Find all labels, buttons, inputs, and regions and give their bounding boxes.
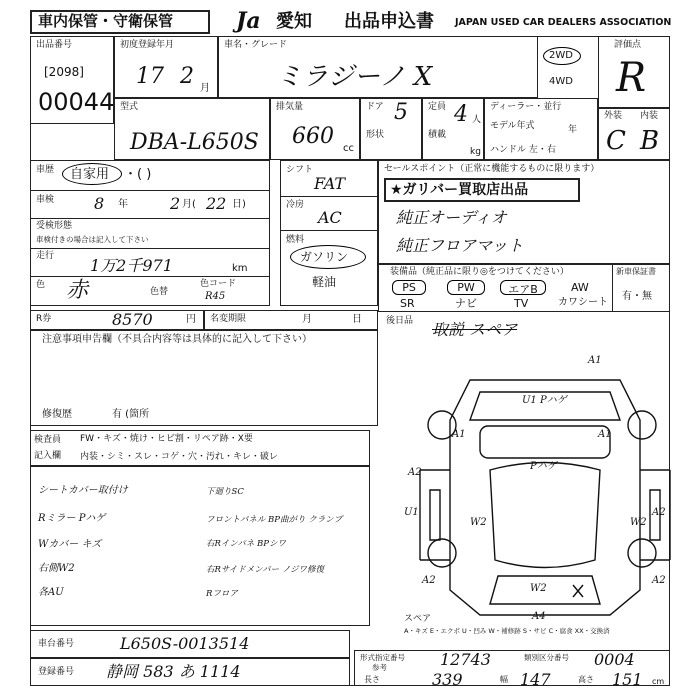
dims-unit: cm: [652, 677, 665, 686]
ref-label: 参考: [372, 663, 387, 672]
mileage-value: 1万2千971: [90, 256, 173, 275]
note-right-5: Rフロア: [206, 589, 238, 599]
note-left-1: シートカバー取付け: [38, 485, 128, 496]
reg-label: 初度登録年月: [120, 40, 175, 50]
org-name: 愛知: [276, 11, 312, 32]
ext-grade: C: [606, 126, 626, 156]
mark: A1: [452, 429, 466, 440]
recycle-unit: 円: [186, 314, 196, 325]
equip-navi: ナビ: [455, 297, 477, 310]
cert-label: 形式指定番号: [360, 653, 405, 662]
mark: A2: [652, 507, 666, 518]
insp-year-unit: 年: [118, 199, 128, 210]
width-label: 幅: [500, 675, 508, 684]
mileage-label: 走行: [36, 251, 55, 261]
shift-label: シフト: [286, 165, 314, 175]
lot-sub: [2098]: [44, 65, 84, 79]
cc-unit: cc: [343, 143, 354, 154]
fuel-gas: ガソリン: [300, 250, 349, 264]
after-label: 後日品: [386, 316, 414, 326]
note-left-2: Rミラー Pハゲ: [38, 513, 106, 524]
note-right-3: 右Rインパネ BPシワ: [206, 539, 286, 549]
rule: [30, 190, 270, 191]
score-value: R: [616, 55, 647, 101]
month-unit: 月: [200, 83, 210, 94]
insp-day-unit: 日): [232, 199, 246, 210]
equip-leather: カワシート: [558, 297, 608, 308]
int-grade: B: [640, 126, 660, 156]
recv-sub: 車検付きの場合は記入して下さい: [36, 235, 149, 244]
len-value: 339: [432, 670, 463, 689]
mark: A2: [652, 575, 666, 586]
check-line-1: FW・キズ・焼け・ヒビ割・リペア跡・X要: [80, 434, 253, 444]
rule: [280, 196, 378, 197]
reg-number-value: 静岡 583 あ 1114: [106, 662, 241, 681]
color-code: R45: [205, 291, 226, 302]
cap-unit: 人: [472, 115, 482, 125]
rule: [30, 218, 270, 219]
mark: U1 Pハゲ: [522, 395, 567, 406]
ext-label: 外装: [604, 111, 623, 121]
after-note: 取説 スペア: [432, 320, 518, 339]
use-label: 車歴: [36, 165, 55, 175]
newcar-label: 新車保証書: [616, 267, 656, 276]
rule: [30, 276, 270, 277]
equip-tv: TV: [514, 297, 529, 310]
mark: W2: [530, 583, 547, 594]
insp-year: 8: [94, 194, 105, 213]
len-label: 長さ: [364, 675, 380, 684]
dealer-label: ディーラー・並行: [490, 102, 562, 112]
name-label: 車名・グレード: [224, 40, 288, 50]
note-left-4: 右側W2: [38, 563, 75, 574]
height-label: 高さ: [578, 675, 594, 684]
mark: U1: [404, 507, 419, 518]
door-value: 5: [394, 100, 408, 125]
deadline-month: 月: [302, 314, 312, 325]
rule: [280, 230, 378, 231]
reg-number-label: 登録番号: [38, 667, 75, 677]
recycle-label: R券: [36, 314, 52, 324]
mark: W2: [630, 517, 647, 528]
reg-year: 17: [136, 64, 164, 89]
spare-label: スペア: [404, 614, 432, 624]
cap-label: 定員: [428, 102, 447, 112]
equip-sr: SR: [400, 297, 415, 310]
caution-label: 注意事項申告欄（不具合内容等は具体的に記入して下さい）: [42, 334, 312, 345]
mark: A1: [588, 355, 602, 366]
newcar-value: 有・無: [622, 291, 652, 302]
cap-value: 4: [454, 102, 468, 127]
load-unit: kg: [470, 147, 481, 157]
handle-label: ハンドル 左・右: [490, 145, 556, 155]
insp-day: 22: [206, 194, 227, 213]
mark: A2: [408, 467, 422, 478]
reg-month: 2: [180, 64, 194, 89]
cert-value: 12743: [440, 650, 491, 669]
color-change-label: 色替: [150, 287, 169, 297]
mark: A2: [422, 575, 436, 586]
equip-label: 装備品（純正品に限り◎をつけてください）: [390, 267, 569, 277]
chassis-value: L650S-0013514: [120, 634, 250, 653]
color-label: 色: [36, 280, 46, 290]
width-value: 147: [520, 670, 551, 689]
shape-label: 形状: [366, 130, 385, 140]
deadline-day: 日: [352, 314, 362, 325]
check-line-2: 内装・シミ・スレ・コゲ・穴・汚れ・キレ・破レ: [80, 452, 278, 462]
note-left-5: 各AU: [38, 587, 64, 598]
note-right-1: 下廻りSC: [206, 487, 244, 497]
drive-4wd: 4WD: [549, 76, 573, 87]
sales-banner: ★ガリバー買取店出品: [390, 182, 529, 198]
mark: A1: [598, 429, 612, 440]
model-value: DBA-L650S: [130, 130, 259, 155]
cat-label: 類別区分番号: [524, 653, 569, 662]
form-title: 出品申込書: [344, 11, 434, 32]
model-year-label: モデル年式: [490, 121, 535, 131]
color-value: 赤: [66, 278, 89, 303]
recycle-value: 8570: [112, 310, 153, 329]
mark: Pハゲ: [530, 461, 557, 472]
note-right-2: フロントパネル BP曲がり クランプ: [206, 515, 343, 525]
car-name: ミラジーノ X: [276, 62, 433, 92]
inspector-label: 検査員: [34, 435, 62, 445]
damage-legend: A・キズ E・エクボ U・凹み W・補修跡 S・サビ C・腐食 XX・交換済: [404, 627, 610, 635]
cc-value: 660: [292, 124, 334, 149]
fuel-label: 燃料: [286, 235, 305, 245]
lot-number: 00044: [38, 88, 115, 116]
shift-value: FAT: [314, 174, 346, 193]
ac-label: 冷房: [286, 200, 305, 210]
sales-note-2: 純正フロアマット: [396, 236, 524, 255]
rule: [30, 248, 270, 249]
chassis-label: 車台番号: [38, 639, 75, 649]
repair-value: 有 (箇所: [112, 409, 150, 420]
equip-aw: AW: [571, 281, 589, 294]
use-rest: ・( ): [124, 167, 152, 182]
model-label: 型式: [120, 102, 139, 112]
height-value: 151: [612, 670, 643, 689]
lot-label: 出品番号: [36, 40, 73, 50]
sales-label: セールスポイント（正常に機能するものに限ります）: [384, 164, 600, 174]
cc-label: 排気量: [276, 102, 304, 112]
storage-label: 車内保管・守衛保管: [38, 12, 174, 30]
ac-value: AC: [318, 208, 342, 227]
insp-month: 2: [170, 194, 181, 213]
recv-label: 受検形態: [36, 221, 73, 231]
mileage-unit: km: [232, 263, 248, 274]
association-name: JAPAN USED CAR DEALERS ASSOCIATION: [455, 17, 672, 28]
mark: W2: [470, 517, 487, 528]
int-label: 内装: [640, 111, 659, 121]
deadline-label: 名変期限: [210, 314, 247, 324]
use-value: 自家用: [70, 167, 110, 182]
mark: A4: [532, 611, 546, 622]
sales-note-1: 純正オーディオ: [396, 208, 507, 227]
color-code-label: 色コード: [200, 279, 237, 289]
load-label: 積載: [428, 130, 447, 140]
drive-2wd: 2WD: [549, 50, 573, 61]
year-unit: 年: [568, 125, 578, 135]
score-label: 評価点: [614, 40, 642, 50]
equip-pw: PW: [447, 280, 485, 295]
equip-ps: PS: [392, 280, 426, 295]
entry-label: 記入欄: [34, 451, 62, 461]
fuel-diesel: 軽油: [312, 275, 337, 289]
note-left-3: Wカバー キズ: [38, 539, 102, 550]
inspect-label: 車検: [36, 195, 55, 205]
door-label: ドア: [366, 102, 384, 112]
logo: Ja: [236, 8, 261, 34]
cat-value: 0004: [594, 650, 635, 669]
insp-month-unit: 月(: [182, 199, 196, 210]
repair-label: 修復歴: [42, 409, 72, 420]
note-right-4: 右Rサイドメンバー ノジワ修復: [206, 565, 324, 575]
equip-airbag: エアB: [500, 280, 546, 295]
